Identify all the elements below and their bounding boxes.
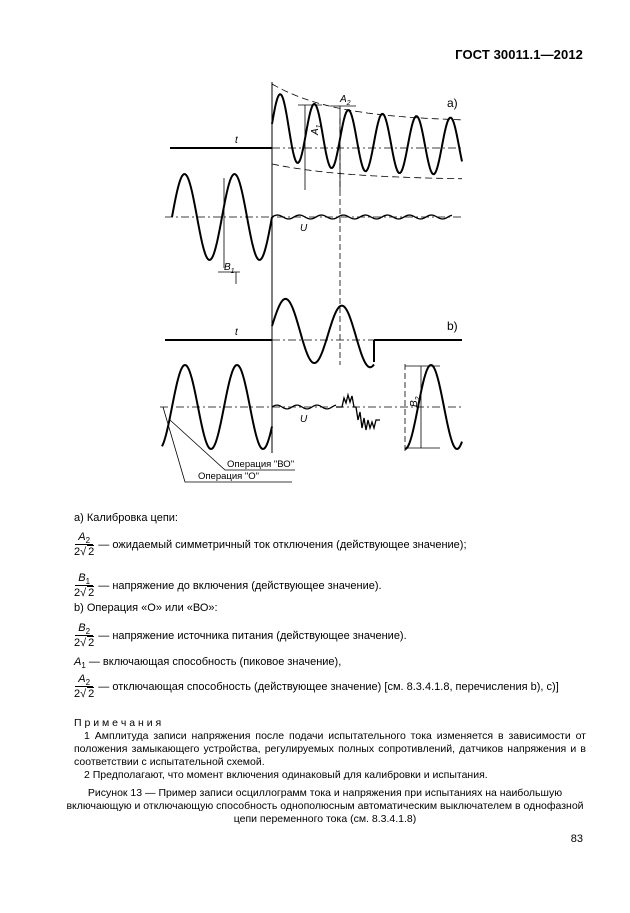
current-trace-b xyxy=(272,299,374,367)
label-a: a) xyxy=(447,96,458,110)
a2b-fraction: $\frac{A_2}{2√ 2}$ xyxy=(74,673,95,700)
legend-a-title: а) Калибровка цепи: xyxy=(74,512,178,524)
current-trace-a xyxy=(272,94,462,174)
b1-label: $B_1$ xyxy=(224,262,235,275)
legend-b2-row xyxy=(74,622,407,649)
arc-voltage-spike-2 xyxy=(356,407,380,430)
a1-description: — включающая способность (пиковое значение), xyxy=(88,656,342,668)
oscillogram-b xyxy=(160,299,462,482)
note-2: 2 Предполагают, что момент включения одинаковый для калибровки и испытания. xyxy=(84,769,488,781)
notes-block xyxy=(74,717,586,782)
b1-fraction: $\frac{B_1}{2√ 2}$ xyxy=(74,572,95,599)
legend-b-title: b) Операция «О» или «ВО»: xyxy=(74,602,218,614)
legend-b1-row xyxy=(74,572,382,599)
page-number: 83 xyxy=(570,833,583,845)
envelope-upper xyxy=(272,84,462,120)
b1-description: — напряжение до включения (действующее значение). xyxy=(98,579,382,592)
figure-caption: Рисунок 13 — Пример записи осциллограмм тока и напряжения при испытаниях на наибольшую включающую и отключающую способность однополюсным автоматическим выключателем в однофазной цепи переменного тока (см. 8.3.4.1.8) xyxy=(66,787,584,825)
a2-fraction: $\frac{A_2}{2√ 2}$ xyxy=(74,531,95,558)
b2-description: — напряжение источника питания (действующее значение). xyxy=(98,629,407,642)
b2-label: $B_2$ xyxy=(409,396,422,407)
time-label-b: t xyxy=(235,327,238,338)
time-label-a: t xyxy=(235,135,238,146)
voltage-label-a: U xyxy=(300,223,308,234)
label-b: b) xyxy=(447,319,458,333)
legend-a1-row: $A_1$ — включающая способность (пиковое значение), xyxy=(74,656,342,671)
legend-a2b-row xyxy=(74,673,559,700)
arc-voltage-spike-1 xyxy=(336,395,356,407)
a1-label: $A_1$ xyxy=(310,124,323,135)
a2b-description: — отключающая способность (действующее значение) [см. 8.3.4.1.8, перечисления b), с)] xyxy=(98,680,559,693)
b2-fraction: $\frac{B_2}{2√ 2}$ xyxy=(74,622,95,649)
note-1: 1 Амплитуда записи напряжения после подачи испытательного тока изменяется в зависимости от положения замыкающего устройства, регулируемых полных сопротивлений, датчиков напряжения и в соответствии с испытательной схемой. xyxy=(74,730,586,768)
notes-heading: П р и м е ч а н и я xyxy=(74,717,162,729)
operation-vo-label: Операция "ВО" xyxy=(227,459,295,470)
voltage-label-b: U xyxy=(300,414,308,425)
legend-a2-row xyxy=(74,531,467,558)
standard-header: ГОСТ 30011.1—2012 xyxy=(455,47,583,62)
a2-description: — ожидаемый симметричный ток отключения (действующее значение); xyxy=(98,538,467,551)
operation-o-label: Операция "О" xyxy=(198,471,260,482)
a2-label: $A_2$ xyxy=(340,94,351,107)
